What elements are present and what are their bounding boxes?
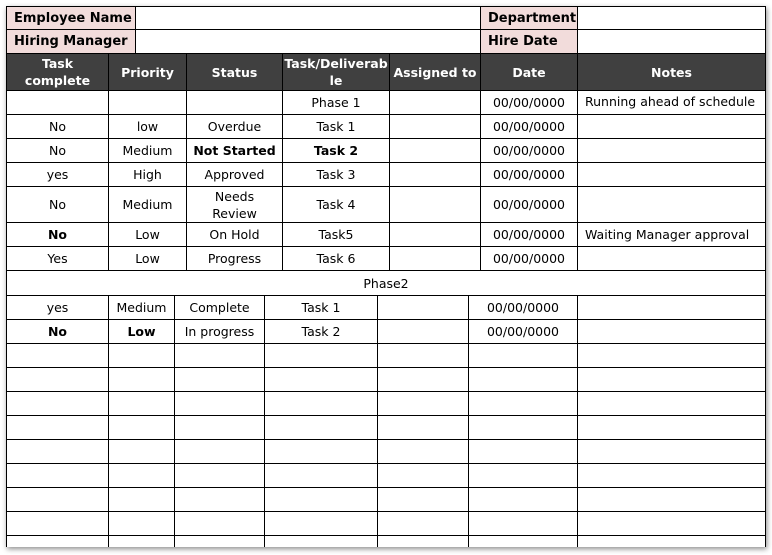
- hire-date-value[interactable]: [578, 30, 766, 54]
- status-cell[interactable]: In progress: [175, 320, 265, 344]
- notes-cell[interactable]: [578, 536, 766, 547]
- date-cell[interactable]: [469, 416, 578, 440]
- status-cell[interactable]: [175, 392, 265, 416]
- priority-cell[interactable]: [109, 536, 175, 547]
- assigned-cell[interactable]: [390, 247, 481, 271]
- notes-cell[interactable]: [578, 115, 766, 139]
- priority-cell[interactable]: Low: [109, 223, 187, 247]
- date-cell[interactable]: 00/00/0000: [481, 247, 578, 271]
- task-cell[interactable]: Task 2: [265, 320, 378, 344]
- date-cell[interactable]: [469, 368, 578, 392]
- priority-cell[interactable]: [109, 368, 175, 392]
- task-complete-cell[interactable]: [6, 416, 109, 440]
- assigned-cell[interactable]: [378, 320, 469, 344]
- task-complete-cell[interactable]: [6, 464, 109, 488]
- status-cell[interactable]: Complete: [175, 296, 265, 320]
- cell-empty[interactable]: [390, 91, 481, 115]
- status-cell[interactable]: [175, 368, 265, 392]
- assigned-cell[interactable]: [378, 368, 469, 392]
- hiring-manager-value[interactable]: [136, 30, 481, 54]
- col-header-task-line1: Task/Deliverab: [284, 56, 388, 71]
- cell-empty[interactable]: [187, 91, 283, 115]
- assigned-cell[interactable]: [390, 187, 481, 223]
- notes-cell[interactable]: [578, 464, 766, 488]
- col-header-notes: Notes: [578, 54, 766, 91]
- task-complete-cell[interactable]: yes: [6, 163, 109, 187]
- task-cell[interactable]: [265, 344, 378, 368]
- priority-cell[interactable]: [109, 512, 175, 536]
- col-header-task-deliverable: [283, 54, 390, 91]
- task-cell[interactable]: Task 1: [265, 296, 378, 320]
- table-row: [6, 440, 766, 464]
- phase1-notes: Running ahead of schedule: [578, 91, 766, 115]
- priority-cell[interactable]: Low: [109, 247, 187, 271]
- status-cell[interactable]: Progress: [187, 247, 283, 271]
- assigned-cell[interactable]: [390, 163, 481, 187]
- col-header-task-complete: Task complete: [6, 54, 109, 91]
- task-cell[interactable]: [265, 368, 378, 392]
- table-row: [6, 464, 766, 488]
- assigned-cell[interactable]: [378, 440, 469, 464]
- status-cell[interactable]: Not Started: [187, 139, 283, 163]
- cell-empty[interactable]: [109, 91, 187, 115]
- phase1-label: Phase 1: [283, 91, 390, 115]
- status-cell[interactable]: On Hold: [187, 223, 283, 247]
- priority-cell[interactable]: [109, 464, 175, 488]
- status-cell[interactable]: [175, 488, 265, 512]
- assigned-cell[interactable]: [390, 139, 481, 163]
- notes-cell[interactable]: [578, 296, 766, 320]
- col-header-priority: Priority: [109, 54, 187, 91]
- task-complete-cell[interactable]: No: [6, 115, 109, 139]
- date-cell[interactable]: 00/00/0000: [481, 139, 578, 163]
- department-value[interactable]: [578, 6, 766, 30]
- col-header-assigned-to: Assigned to: [390, 54, 481, 91]
- status-cell[interactable]: [175, 440, 265, 464]
- task-complete-cell[interactable]: [6, 512, 109, 536]
- table-row: [6, 187, 766, 223]
- assigned-cell[interactable]: [378, 296, 469, 320]
- priority-cell[interactable]: [109, 392, 175, 416]
- task-complete-cell[interactable]: [6, 536, 109, 547]
- task-cell[interactable]: [265, 392, 378, 416]
- task-cell[interactable]: Task 2: [283, 139, 390, 163]
- phase2-label: Phase2: [6, 271, 766, 296]
- assigned-cell[interactable]: [378, 344, 469, 368]
- task-cell[interactable]: [265, 416, 378, 440]
- task-cell[interactable]: Task 3: [283, 163, 390, 187]
- table-row: [6, 344, 766, 368]
- status-cell[interactable]: [175, 512, 265, 536]
- task-cell[interactable]: Task 1: [283, 115, 390, 139]
- phase1-date: 00/00/0000: [481, 91, 578, 115]
- table-row: [6, 320, 766, 344]
- status-cell[interactable]: [175, 536, 265, 547]
- task-complete-cell[interactable]: yes: [6, 296, 109, 320]
- assigned-cell[interactable]: [378, 488, 469, 512]
- table-row: [6, 488, 766, 512]
- assigned-cell[interactable]: [378, 464, 469, 488]
- date-cell[interactable]: 00/00/0000: [481, 187, 578, 223]
- col-header-date: Date: [481, 54, 578, 91]
- task-cell[interactable]: Task 6: [283, 247, 390, 271]
- priority-cell[interactable]: [109, 488, 175, 512]
- priority-cell[interactable]: Medium: [109, 187, 187, 223]
- notes-cell[interactable]: [578, 139, 766, 163]
- col-header-task-line2: le: [329, 73, 343, 88]
- phase2-header-row: [6, 271, 766, 296]
- priority-cell[interactable]: [109, 416, 175, 440]
- assigned-cell[interactable]: [378, 416, 469, 440]
- status-cell[interactable]: Needs Review: [187, 187, 283, 223]
- notes-cell[interactable]: [578, 247, 766, 271]
- notes-cell[interactable]: [578, 512, 766, 536]
- task-complete-cell[interactable]: No: [6, 139, 109, 163]
- employee-name-label: Employee Name: [6, 6, 136, 30]
- status-cell[interactable]: [175, 464, 265, 488]
- date-cell[interactable]: 00/00/0000: [481, 163, 578, 187]
- task-cell[interactable]: [265, 464, 378, 488]
- notes-cell[interactable]: [578, 344, 766, 368]
- task-checklist-sheet: [6, 6, 766, 547]
- hire-date-label: Hire Date: [481, 30, 578, 54]
- date-cell[interactable]: [469, 344, 578, 368]
- assigned-cell[interactable]: [378, 392, 469, 416]
- notes-cell[interactable]: [578, 187, 766, 223]
- column-header-row: [6, 54, 766, 91]
- table-row: [6, 368, 766, 392]
- employee-name-value[interactable]: [136, 6, 481, 30]
- task-complete-cell[interactable]: [6, 392, 109, 416]
- task-cell[interactable]: [265, 488, 378, 512]
- table-row: [6, 163, 766, 187]
- table-row: [6, 139, 766, 163]
- priority-cell[interactable]: [109, 344, 175, 368]
- task-complete-cell[interactable]: Yes: [6, 247, 109, 271]
- priority-cell[interactable]: Medium: [109, 296, 175, 320]
- info-row-employee: [6, 6, 766, 30]
- date-cell[interactable]: 00/00/0000: [469, 296, 578, 320]
- date-cell[interactable]: 00/00/0000: [481, 115, 578, 139]
- date-cell[interactable]: [469, 392, 578, 416]
- notes-cell[interactable]: [578, 440, 766, 464]
- task-complete-cell[interactable]: No: [6, 223, 109, 247]
- task-cell[interactable]: [265, 440, 378, 464]
- assigned-cell[interactable]: [390, 115, 481, 139]
- task-cell[interactable]: [265, 512, 378, 536]
- date-cell[interactable]: [469, 464, 578, 488]
- col-header-status: Status: [187, 54, 283, 91]
- date-cell[interactable]: [469, 440, 578, 464]
- phase1-header-row: [6, 91, 766, 115]
- task-complete-cell[interactable]: [6, 488, 109, 512]
- table-row: [6, 392, 766, 416]
- table-row: [6, 536, 766, 547]
- task-complete-cell[interactable]: No: [6, 320, 109, 344]
- priority-cell[interactable]: High: [109, 163, 187, 187]
- task-cell[interactable]: Task 4: [283, 187, 390, 223]
- task-complete-cell[interactable]: [6, 440, 109, 464]
- status-cell[interactable]: Overdue: [187, 115, 283, 139]
- table-row: [6, 223, 766, 247]
- assigned-cell[interactable]: [390, 223, 481, 247]
- notes-cell[interactable]: [578, 392, 766, 416]
- task-complete-cell[interactable]: No: [6, 187, 109, 223]
- date-cell[interactable]: [469, 512, 578, 536]
- info-row-manager: [6, 30, 766, 54]
- assigned-cell[interactable]: [378, 512, 469, 536]
- status-cell[interactable]: [175, 344, 265, 368]
- task-complete-cell[interactable]: [6, 368, 109, 392]
- notes-cell[interactable]: Waiting Manager approval: [578, 223, 766, 247]
- table-row: [6, 512, 766, 536]
- table-row: [6, 115, 766, 139]
- table-row: [6, 416, 766, 440]
- notes-cell[interactable]: [578, 163, 766, 187]
- date-cell[interactable]: [469, 488, 578, 512]
- status-cell[interactable]: Approved: [187, 163, 283, 187]
- priority-cell[interactable]: Low: [109, 320, 175, 344]
- task-cell[interactable]: Task5: [283, 223, 390, 247]
- table-row: [6, 296, 766, 320]
- date-cell[interactable]: [469, 536, 578, 547]
- priority-cell[interactable]: Medium: [109, 139, 187, 163]
- notes-cell[interactable]: [578, 368, 766, 392]
- priority-cell[interactable]: low: [109, 115, 187, 139]
- notes-cell[interactable]: [578, 488, 766, 512]
- date-cell[interactable]: 00/00/0000: [481, 223, 578, 247]
- notes-cell[interactable]: [578, 320, 766, 344]
- assigned-cell[interactable]: [378, 536, 469, 547]
- table-row: [6, 247, 766, 271]
- task-cell[interactable]: [265, 536, 378, 547]
- hiring-manager-label: Hiring Manager: [6, 30, 136, 54]
- department-label: Department: [481, 6, 578, 30]
- date-cell[interactable]: 00/00/0000: [469, 320, 578, 344]
- priority-cell[interactable]: [109, 440, 175, 464]
- cell-empty[interactable]: [6, 91, 109, 115]
- status-cell[interactable]: [175, 416, 265, 440]
- notes-cell[interactable]: [578, 416, 766, 440]
- task-complete-cell[interactable]: [6, 344, 109, 368]
